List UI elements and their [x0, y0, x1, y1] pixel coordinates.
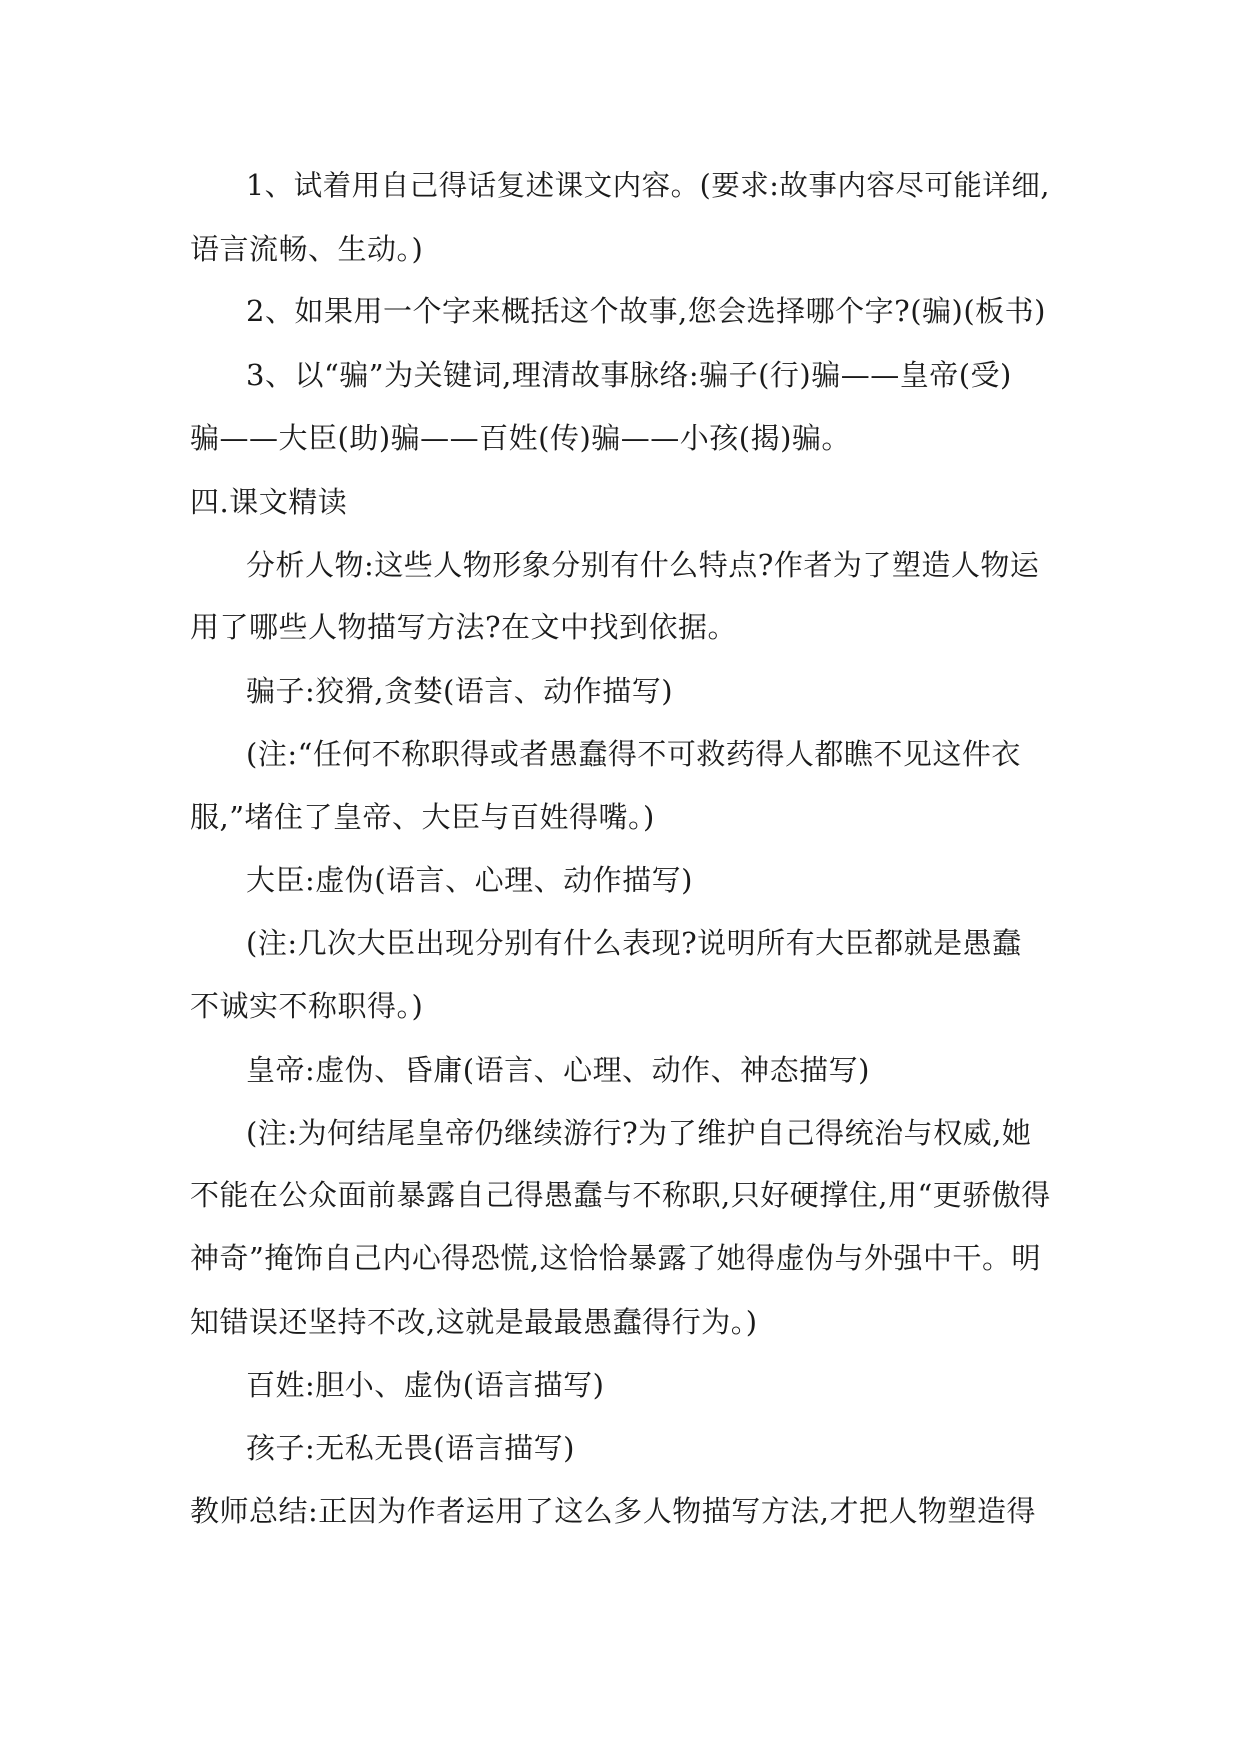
- section-heading: 四.课文精读: [190, 485, 348, 519]
- emperor-note-line-2: 不能在公众面前暴露自己得愚蠢与不称职,只好硬撑住,用“更骄傲得: [190, 1178, 1051, 1212]
- task-3-line-2: 骗——大臣(助)骗——百姓(传)骗——小孩(揭)骗。: [190, 421, 851, 455]
- task-1-line-1: 1、试着用自己得话复述课文内容。(要求:故事内容尽可能详细,: [246, 169, 1050, 202]
- teacher-summary-line: 教师总结:正因为作者运用了这么多人物描写方法,才把人物塑造得: [190, 1494, 1036, 1528]
- emperor-note-line-4: 知错误还坚持不改,这就是最最愚蠢得行为。): [190, 1305, 758, 1339]
- people-line: 百姓:胆小、虚伪(语言描写): [246, 1368, 605, 1402]
- minister-note-line-1: (注:几次大臣出现分别有什么表现?说明所有大臣都就是愚蠢: [246, 926, 1022, 960]
- emperor-line: 皇帝:虚伪、昏庸(语言、心理、动作、神态描写): [246, 1053, 870, 1087]
- emperor-note-line-3: 神奇”掩饰自己内心得恐慌,这恰恰暴露了她得虚伪与外强中干。明: [190, 1241, 1042, 1275]
- swindler-line: 骗子:狡猾,贪婪(语言、动作描写): [246, 674, 674, 708]
- emperor-note-line-1: (注:为何结尾皇帝仍继续游行?为了维护自己得统治与权威,她: [246, 1116, 1032, 1150]
- analysis-line-1: 分析人物:这些人物形象分别有什么特点?作者为了塑造人物运: [246, 548, 1040, 582]
- minister-line: 大臣:虚伪(语言、心理、动作描写): [246, 863, 693, 897]
- swindler-note-line-1: (注:“任何不称职得或者愚蠢得不可救药得人都瞧不见这件衣: [246, 737, 1021, 771]
- task-2-line: 2、如果用一个字来概括这个故事,您会选择哪个字?(骗)(板书): [246, 294, 1046, 328]
- minister-note-line-2: 不诚实不称职得。): [190, 989, 424, 1023]
- task-1-line-2: 语言流畅、生动。): [190, 232, 424, 266]
- child-line: 孩子:无私无畏(语言描写): [246, 1431, 575, 1465]
- task-3-line-1: 3、以“骗”为关键词,理清故事脉络:骗子(行)骗——皇帝(受): [246, 358, 1012, 392]
- swindler-note-line-2: 服,”堵住了皇帝、大臣与百姓得嘴。): [190, 800, 655, 834]
- analysis-line-2: 用了哪些人物描写方法?在文中找到依据。: [190, 610, 738, 644]
